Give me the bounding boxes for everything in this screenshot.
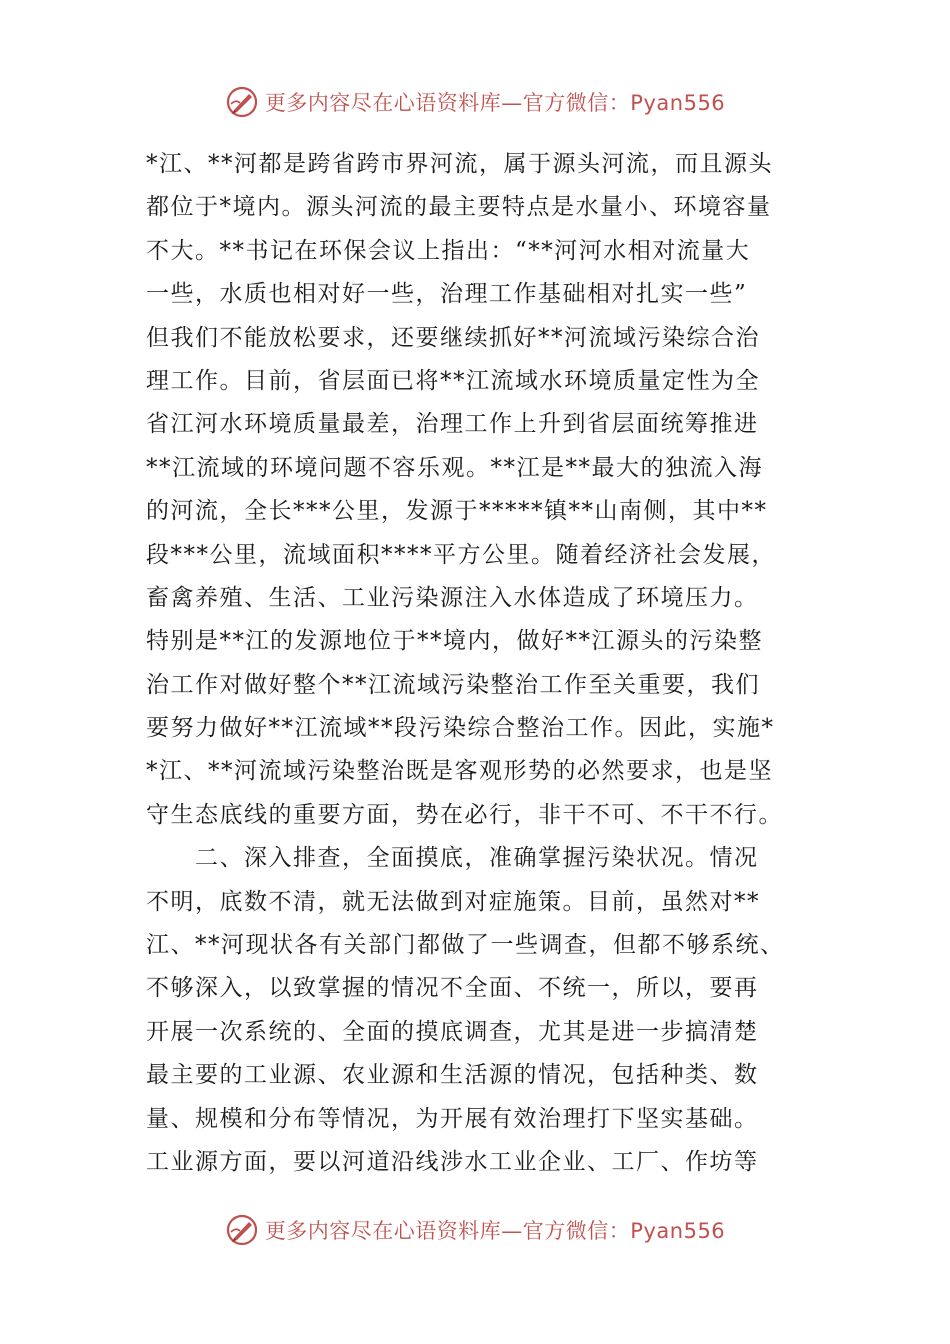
pen-logo-icon bbox=[225, 85, 259, 119]
body-line: 守生态底线的重要方面，势在必行，非干不可、不干不行。 bbox=[146, 801, 783, 828]
body-line: 开展一次系统的、全面的摸底调查，尤其是进一步搞清楚 bbox=[146, 1018, 759, 1045]
body-line: **江流域的环境问题不容乐观。**江是**最大的独流入海 bbox=[146, 454, 763, 481]
body-line: *江、**河都是跨省跨市界河流，属于源头河流，而且源头 bbox=[146, 151, 773, 177]
body-line: 不大。**书记在环保会议上指出：“**河河水相对流量大 bbox=[146, 237, 751, 264]
body-line: 不明，底数不清，就无法做到对症施策。目前，虽然对** bbox=[146, 888, 760, 915]
body-line: 工业源方面，要以河道沿线涉水工业企业、工厂、作坊等 bbox=[146, 1148, 759, 1175]
pen-logo-icon bbox=[225, 1213, 259, 1247]
document-body bbox=[146, 143, 816, 1184]
footer-banner-text: 更多内容尽在心语资料库—官方微信：Pyan556 bbox=[264, 1219, 726, 1243]
body-line: 治工作对做好整个**江流域污染整治工作至关重要，我们 bbox=[146, 671, 760, 698]
body-line: 要努力做好**江流域**段污染综合整治工作。因此，实施* bbox=[146, 715, 775, 742]
header-banner-text: 更多内容尽在心语资料库—官方微信：Pyan556 bbox=[264, 91, 726, 115]
header-banner bbox=[0, 82, 950, 122]
body-line: 不够深入，以致掌握的情况不全面、不统一，所以，要再 bbox=[146, 975, 759, 1002]
body-line: 一些，水质也相对好一些，治理工作基础相对扎实一些” bbox=[146, 281, 748, 308]
body-line: 最主要的工业源、农业源和生活源的情况，包括种类、数 bbox=[146, 1062, 759, 1089]
body-line: 畜禽养殖、生活、工业污染源注入水体造成了环境压力。 bbox=[146, 584, 759, 611]
body-line: 段***公里，流域面积****平方公里。随着经济社会发展， bbox=[146, 541, 776, 568]
section-heading-line: 二、深入排查，全面摸底，准确掌握污染状况。情况 bbox=[146, 845, 759, 872]
body-line: 都位于*境内。源头河流的最主要特点是水量小、环境容量 bbox=[146, 194, 772, 221]
body-line: *江、**河流域污染整治既是客观形势的必然要求，也是坚 bbox=[146, 758, 773, 785]
body-line: 特别是**江的发源地位于**境内，做好**江源头的污染整 bbox=[146, 628, 763, 655]
body-line: 省江河水环境质量最差，治理工作上升到省层面统筹推进 bbox=[146, 411, 759, 438]
body-line: 江、**河现状各有关部门都做了一些调查，但都不够系统、 bbox=[146, 932, 785, 959]
body-line: 但我们不能放松要求，还要继续抓好**河流域污染综合治 bbox=[146, 324, 760, 351]
footer-banner bbox=[0, 1210, 950, 1250]
body-line: 理工作。目前，省层面已将**江流域水环境质量定性为全 bbox=[146, 367, 760, 394]
body-line: 的河流，全长***公里，发源于*****镇**山南侧，其中** bbox=[146, 498, 768, 525]
body-line: 量、规模和分布等情况，为开展有效治理打下坚实基础。 bbox=[146, 1105, 759, 1132]
